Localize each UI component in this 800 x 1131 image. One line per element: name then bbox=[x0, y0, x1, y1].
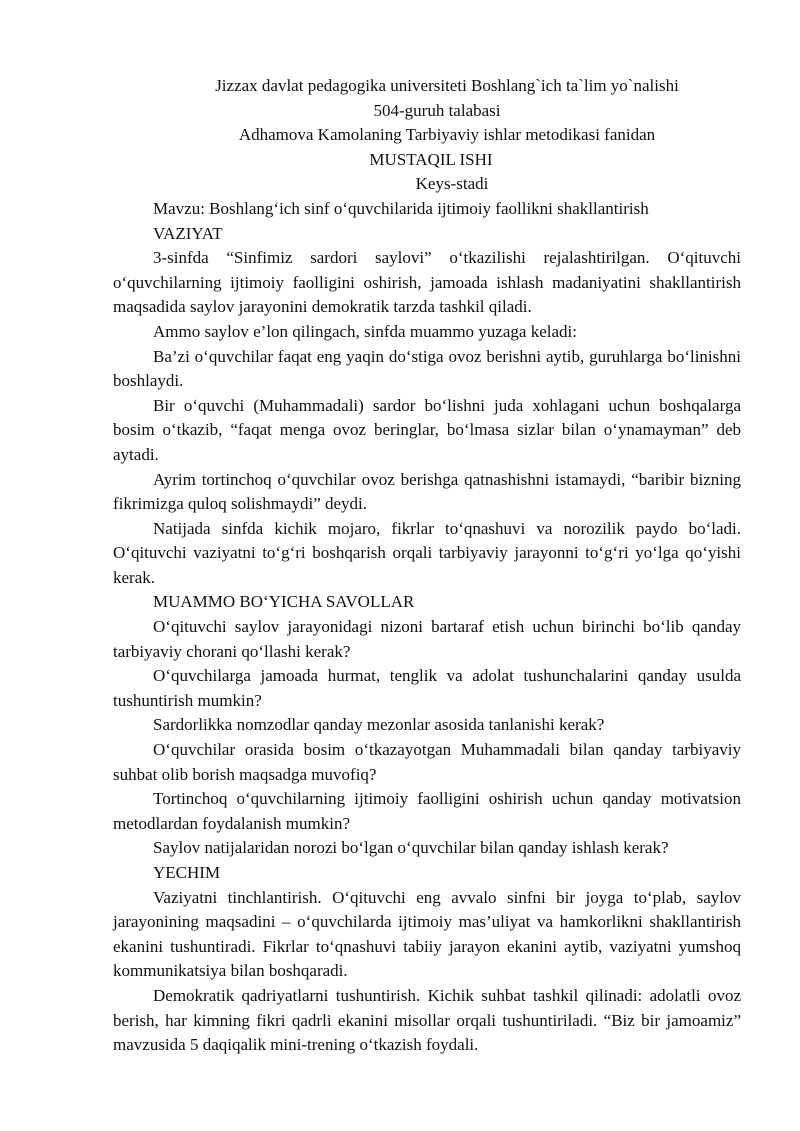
document-body bbox=[113, 74, 741, 1058]
situation-paragraph: Ammo saylov e’lon qilingach, sinfda muammo yuzaga keladi: bbox=[153, 321, 577, 341]
situation-heading: VAZIYAT bbox=[153, 223, 223, 243]
question-item: Sardorlikka nomzodlar qanday mezonlar asosida tanlanishi kerak? bbox=[153, 715, 605, 735]
situation-paragraph: Ayrim tortinchoq o‘quvchilar ovoz berishga qatnashishni istamaydi, “baribir bizning fikrimizga quloq solishmaydi” deydi. bbox=[113, 469, 741, 514]
document-title: MUSTAQIL ISHI bbox=[369, 149, 493, 169]
situation-paragraph: 3-sinfda “Sinfimiz sardori saylovi” o‘tkazilishi rejalashtirilgan. O‘qituvchi o‘quvchilarning ijtimoiy faolligini oshirish, jamoada ishlash madaniyatini shakllantirish maqsadida saylov jarayonini demokratik tarzda tashkil qiladi. bbox=[113, 248, 741, 317]
situation-paragraph: Ba’zi o‘quvchilar faqat eng yaqin do‘stiga ovoz berishni aytib, guruhlarga bo‘linishni boshlaydi. bbox=[113, 346, 741, 391]
questions-heading: MUAMMO BO‘YICHA SAVOLLAR bbox=[153, 592, 415, 612]
header-university: Jizzax davlat pedagogika universiteti Boshlang`ich ta`lim yo`nalishi bbox=[215, 76, 679, 95]
solution-paragraph: Demokratik qadriyatlarni tushuntirish. Kichik suhbat tashkil qilinadi: adolatli ovoz berish, har kimning fikri qadrli ekanini misollar orqali tushuntiriladi. “Biz bir jamoamiz” mavzusida 5 daqiqalik mini-trening o‘tkazish foydali. bbox=[113, 985, 741, 1055]
header-group: 504-guruh talabasi bbox=[373, 100, 501, 120]
header-author-subject: Adhamova Kamolaning Tarbiyaviy ishlar metodikasi fanidan bbox=[238, 125, 656, 145]
situation-paragraph: Bir o‘quvchi (Muhammadali) sardor bo‘lishni juda xohlagani uchun boshqalarga bosim o‘tkazib, “faqat menga ovoz beringlar, bo‘lmasa sizlar bilan o‘ynamayman” deb aytadi. bbox=[113, 395, 741, 464]
question-item: O‘quvchilar orasida bosim o‘tkazayotgan Muhammadali bilan qanday tarbiyaviy suhbat olib borish maqsadga muvofiq? bbox=[113, 740, 741, 784]
document-subtitle: Keys-stadi bbox=[415, 174, 489, 194]
question-item: O‘qituvchi saylov jarayonidagi nizoni bartaraf etish uchun birinchi bo‘lib qanday tarbiyaviy chorani qo‘llashi kerak? bbox=[113, 617, 741, 661]
question-item: Tortinchoq o‘quvchilarning ijtimoiy faolligini oshirish uchun qanday motivatsion metodlardan foydalanish mumkin? bbox=[113, 789, 741, 833]
question-item: O‘quvchilarga jamoada hurmat, tenglik va adolat tushunchalarini qanday usulda tushuntirish mumkin? bbox=[113, 666, 741, 710]
situation-paragraph: Natijada sinfda kichik mojaro, fikrlar to‘qnashuvi va norozilik paydo bo‘ladi. O‘qituvchi vaziyatni to‘g‘ri boshqarish orqali tarbiyaviy jarayonni to‘g‘ri yo‘lga qo‘yishi kerak. bbox=[113, 518, 741, 587]
topic-line: Mavzu: Boshlang‘ich sinf o‘quvchilarida ijtimoiy faollikni shakllantirish bbox=[153, 198, 649, 218]
solution-paragraph: Vaziyatni tinchlantirish. O‘qituvchi eng avvalo sinfni bir joyga to‘plab, saylov jarayonining maqsadini – o‘quvchilarda ijtimoiy mas’uliyat va hamkorlikni shakllantirish ekanini tushuntiradi. Fikrlar to‘qnashuvi tabiiy jarayon ekanini aytib, vaziyatni yumshoq kommunikatsiya bilan boshqaradi. bbox=[113, 887, 741, 981]
solution-heading: YECHIM bbox=[153, 863, 221, 882]
question-item: Saylov natijalaridan norozi bo‘lgan o‘quvchilar bilan qanday ishlash kerak? bbox=[153, 838, 669, 858]
